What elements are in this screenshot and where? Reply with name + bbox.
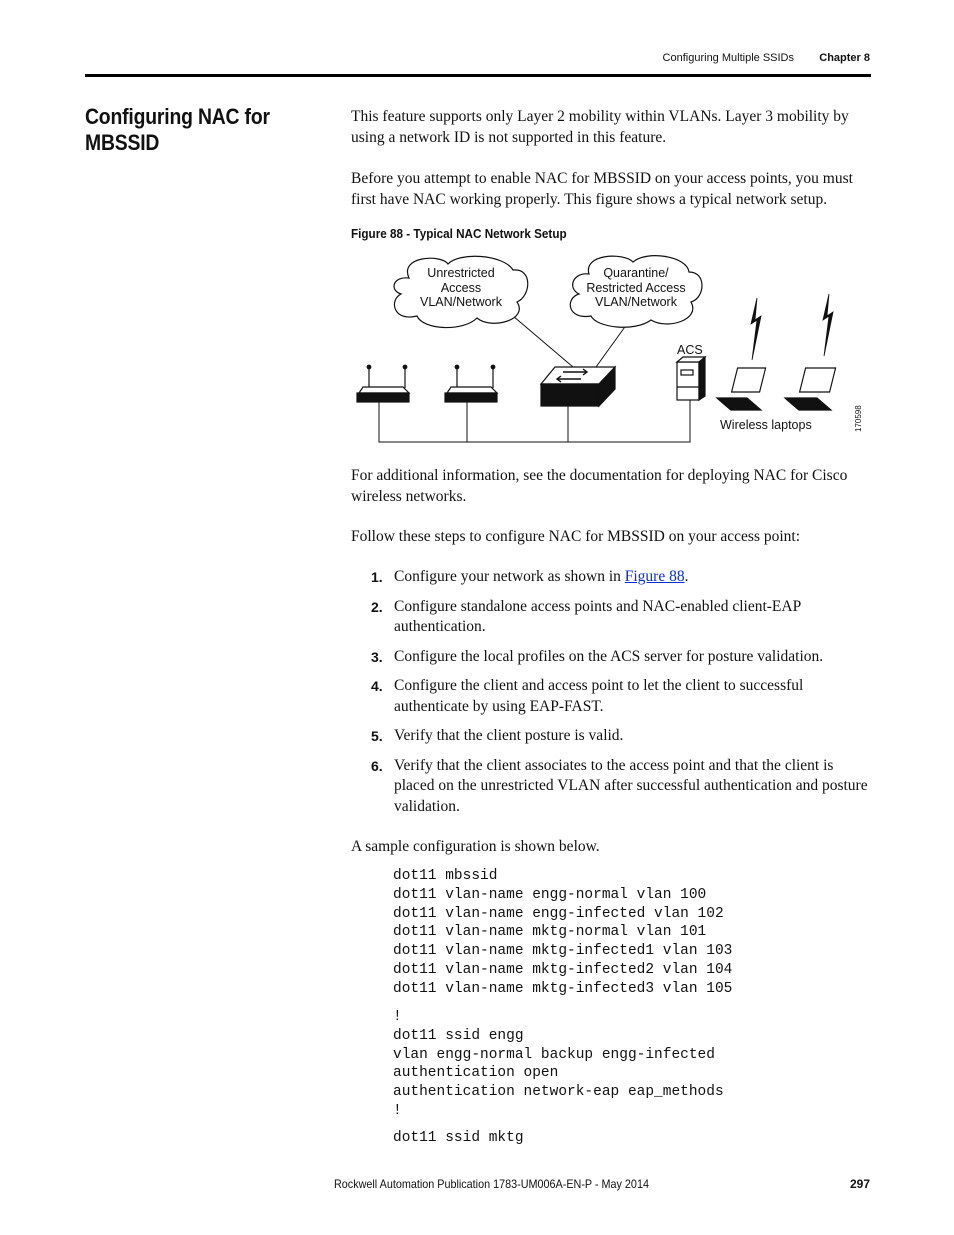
code-block-ssid-engg: ! dot11 ssid engg vlan engg-normal backup engg-infected authentication open authentication network-eap eap_methods ! (393, 1009, 724, 1119)
step-item (351, 597, 871, 638)
step-number: 5. (371, 728, 383, 744)
figure-caption: Figure 88 - Typical NAC Network Setup (351, 226, 567, 241)
footer-publication: Rockwell Automation Publication 1783-UM006A-EN-P - May 2014 (334, 1177, 649, 1191)
step-text: Configure the client and access point to let the client to successful authenticate by using EAP-FAST. (394, 677, 804, 715)
section-heading: Configuring NAC for MBSSID (85, 104, 270, 155)
additional-info-paragraph: For additional information, see the documentation for deploying NAC for Cisco wireless networks. (351, 467, 848, 505)
code-block-vlans: dot11 mbssid dot11 vlan-name engg-normal vlan 100 dot11 vlan-name engg-infected vlan 102 dot11 vlan-name mktg-normal vlan 101 dot11 vlan-name mktg-infected1 vlan 103 dot11 vlan-name mktg-infected2 vlan 104 dot11 vlan-name mktg-infected3 vlan 105 (393, 868, 733, 997)
prereq-paragraph: Before you attempt to enable NAC for MBSSID on your access points, you must first have NAC working properly. This figure shows a typical network setup. (351, 170, 853, 208)
network-bus-line (379, 400, 690, 442)
access-point-icon-1 (357, 365, 409, 402)
step-item (351, 567, 871, 588)
step-item (351, 756, 871, 818)
step-number: 3. (371, 648, 383, 665)
unrestricted-cloud-label (401, 266, 521, 310)
step-item (351, 647, 871, 668)
quarantine-cloud-label (576, 266, 696, 310)
access-point-icon-2 (445, 365, 497, 402)
sample-config-paragraph: A sample configuration is shown below. (351, 838, 600, 855)
step-text: Configure your network as shown in (394, 568, 625, 585)
cloud-label-line: VLAN/Network (595, 295, 677, 309)
laptop-icon-2 (785, 368, 836, 410)
switch-icon (541, 367, 615, 406)
acs-label: ACS (677, 343, 703, 357)
step-text: Configure the local profiles on the ACS server for posture validation. (394, 647, 824, 665)
step-text: Verify that the client posture is valid. (394, 727, 624, 744)
laptops-label: Wireless laptops (720, 418, 812, 432)
step-number: 6. (371, 757, 383, 774)
figure-id-label: 170598 (854, 405, 863, 432)
running-header-section: Configuring Multiple SSIDs (662, 52, 794, 64)
header-rule (85, 74, 871, 77)
page-number: 297 (849, 1177, 870, 1191)
follow-steps-paragraph: Follow these steps to configure NAC for MBSSID on your access point: (351, 528, 801, 545)
acs-server-icon (677, 357, 705, 400)
intro-paragraph: This feature supports only Layer 2 mobility within VLANs. Layer 3 mobility by using a network ID is not supported in this feature. (351, 108, 849, 146)
cloud-label-line: Restricted Access (586, 280, 686, 295)
network-diagram (351, 250, 871, 450)
steps-list (351, 567, 871, 826)
cloud-label-line: Quarantine/ (603, 266, 669, 280)
cloud-label-line: Access (440, 280, 482, 295)
figure-88-link[interactable]: Figure 88 (624, 568, 685, 585)
cloud-label-line: VLAN/Network (420, 295, 502, 309)
step-item (351, 726, 871, 747)
step-text: Configure standalone access points and NAC-enabled client-EAP authentication. (394, 597, 801, 635)
laptop-icon-1 (717, 368, 766, 410)
step-number: 4. (371, 678, 383, 694)
step-text-suffix: . (684, 568, 689, 585)
running-header-chapter: Chapter 8 (819, 52, 870, 64)
wireless-signal-icons (751, 294, 833, 360)
code-block-ssid-mktg: dot11 ssid mktg (393, 1130, 524, 1146)
step-text: Verify that the client associates to the access point and that the client is placed on the unrestricted VLAN after successful authentication and posture validation. (394, 756, 868, 815)
cloud-label-line: Unrestricted (427, 266, 495, 280)
step-number: 1. (371, 569, 383, 585)
step-number: 2. (371, 598, 383, 615)
step-item (351, 676, 871, 717)
